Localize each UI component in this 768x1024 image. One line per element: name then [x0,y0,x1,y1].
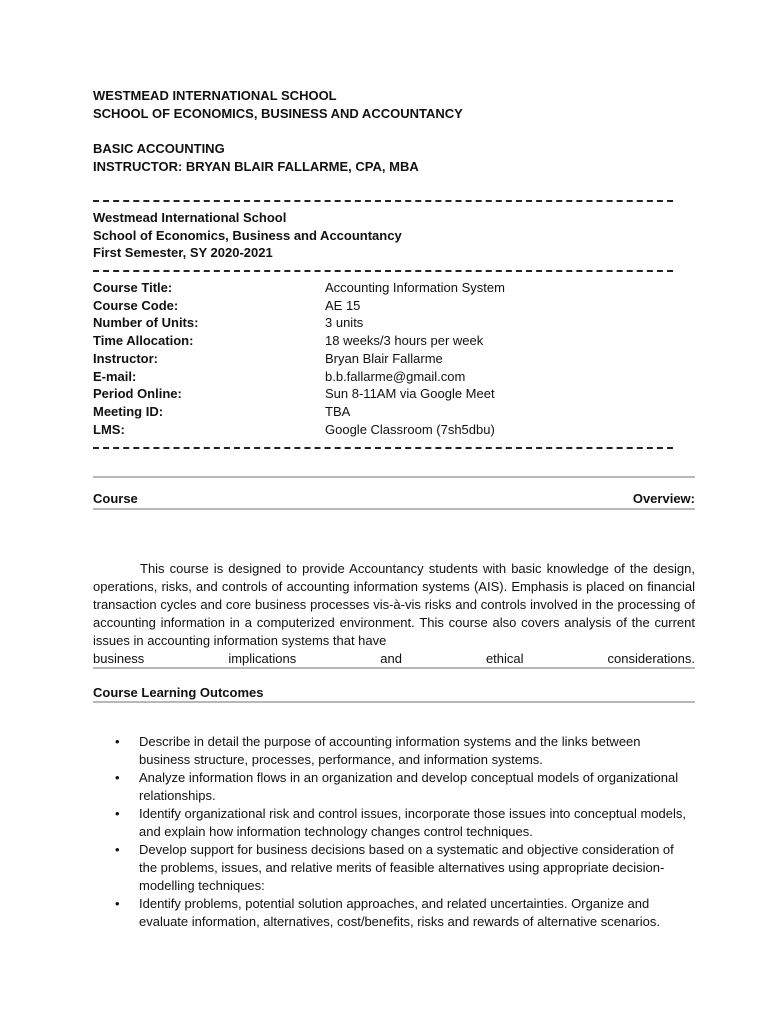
overview-heading-left: Course [93,491,138,506]
subheader-school: Westmead International School [93,210,287,225]
dashed-divider [93,270,673,272]
course-info-label: Time Allocation: [93,333,194,349]
course-info-value: Google Classroom (7sh5dbu) [325,421,495,437]
outcome-list-item [93,733,695,769]
course-info-label: E-mail: [93,368,137,384]
course-info-row [93,350,695,368]
course-info-value: 3 units [325,315,364,331]
course-info-row [93,368,695,386]
document-header [93,87,695,175]
bullet-icon: • [115,806,120,821]
outcome-text: Identify organizational risk and control issues, incorporate those issues into conceptual models, and explain how information technology changes control techniques. [139,806,687,839]
section-rule [93,476,695,478]
section-rule [93,701,695,703]
outcome-text: Develop support for business decisions based on a systematic and objective consideration of the problems, issues, and relative merits of feasible alternatives using appropriate decision-modelling techniques: [139,842,674,893]
outcomes-list [93,733,695,931]
course-info-table [93,279,695,438]
course-info-value: TBA [325,403,351,419]
overview-heading [93,491,695,506]
course-info-value: Accounting Information System [325,280,505,295]
course-info-value: b.b.fallarme@gmail.com [325,368,466,384]
course-info-row [93,332,695,350]
overview-heading-right: Overview: [632,491,695,506]
course-info-row [93,279,695,297]
outcome-text: Describe in detail the purpose of accounting information systems and the links between business structure, processes, performance, and information systems. [139,734,641,767]
course-info-row [93,385,695,403]
overview-paragraph [93,560,695,668]
course-info-label: Meeting ID: [93,403,164,419]
course-info-value: Sun 8-11AM via Google Meet [325,386,495,402]
outcome-list-item [93,805,695,841]
subject-heading: BASIC ACCOUNTING [93,141,225,156]
outcome-list-item [93,841,695,895]
bullet-icon: • [115,896,120,911]
bullet-icon: • [115,734,120,749]
course-info-label: Number of Units: [93,315,199,331]
course-info-label: Course Title: [93,280,173,295]
outcome-list-item [93,895,695,931]
course-info-value: 18 weeks/3 hours per week [325,333,484,349]
course-info-label: Period Online: [93,386,182,402]
outcome-text: Identify problems, potential solution approaches, and related uncertainties. Organize and evaluate information, alternatives, cost/benefits, risks and rewards of alternative scenarios. [139,896,660,929]
section-rule [93,508,695,510]
school-name-heading: WESTMEAD INTERNATIONAL SCHOOL [93,88,337,103]
dashed-divider [93,447,673,449]
sub-header [93,209,695,262]
subheader-semester: First Semester, SY 2020-2021 [93,245,273,260]
subheader-department: School of Economics, Business and Accountancy [93,227,402,243]
course-info-row [93,297,695,315]
outcome-text: Analyze information flows in an organization and develop conceptual models of organizational relationships. [139,770,679,803]
section-rule [93,667,695,669]
outcomes-heading: Course Learning Outcomes [93,685,264,700]
course-info-label: Course Code: [93,297,179,313]
department-heading: SCHOOL OF ECONOMICS, BUSINESS AND ACCOUNTANCY [93,105,463,121]
course-info-label: LMS: [93,421,125,437]
outcome-list-item [93,769,695,805]
course-info-value: Bryan Blair Fallarme [325,350,443,366]
overview-last-line: business implications and ethical considerations. [93,651,695,666]
course-info-row [93,403,695,421]
course-info-label: Instructor: [93,350,158,366]
bullet-icon: • [115,770,120,785]
dashed-divider [93,200,673,202]
overview-body: This course is designed to provide Accountancy students with basic knowledge of the design, operations, risks, and controls of accounting information systems (AIS). Emphasis is placed on financial transaction cycles and core business processes vis-à-vis risks and controls involved in the processing of accounting information in a computerized environment. This course also covers analysis of the current issues in accounting information systems that have [93,561,695,648]
course-info-row [93,314,695,332]
bullet-icon: • [115,842,120,857]
instructor-heading: INSTRUCTOR: BRYAN BLAIR FALLARME, CPA, MBA [93,158,419,174]
course-info-value: AE 15 [325,297,361,313]
course-info-row [93,421,695,439]
